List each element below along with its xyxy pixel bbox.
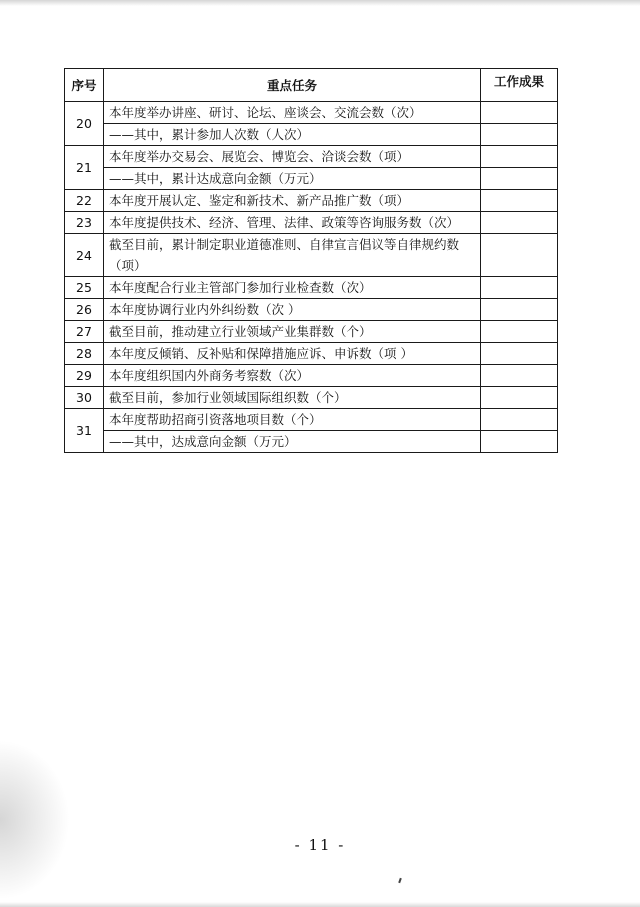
row-serial-number: 24 bbox=[65, 234, 104, 277]
header-serial-number: 序号 bbox=[65, 69, 104, 102]
row-serial-number: 23 bbox=[65, 212, 104, 234]
task-sub-item: ——其中，达成意向金额（万元） bbox=[104, 431, 481, 453]
task-description: 本年度配合行业主管部门参加行业检查数（次） bbox=[104, 277, 481, 299]
table-header-row bbox=[65, 69, 558, 102]
task-description: 本年度举办讲座、研讨、论坛、座谈会、交流会数（次） bbox=[104, 102, 481, 124]
row-serial-number: 22 bbox=[65, 190, 104, 212]
table-row bbox=[65, 387, 558, 409]
row-serial-number: 20 bbox=[65, 102, 104, 146]
work-result-cell[interactable] bbox=[481, 365, 558, 387]
table-row bbox=[65, 102, 558, 124]
work-result-cell[interactable] bbox=[481, 277, 558, 299]
work-result-cell[interactable] bbox=[481, 409, 558, 431]
task-sub-item: ——其中，累计参加人次数（人次） bbox=[104, 124, 481, 146]
page-number: - 11 - bbox=[294, 836, 346, 854]
task-sub-item: ——其中，累计达成意向金额（万元） bbox=[104, 168, 481, 190]
header-work-result: 工作成果 bbox=[481, 69, 558, 102]
page-top-edge bbox=[0, 0, 640, 6]
header-key-task: 重点任务 bbox=[104, 69, 481, 102]
row-serial-number: 25 bbox=[65, 277, 104, 299]
work-result-cell[interactable] bbox=[481, 321, 558, 343]
table-row bbox=[65, 431, 558, 453]
work-result-cell[interactable] bbox=[481, 431, 558, 453]
table-row bbox=[65, 168, 558, 190]
task-description: 本年度协调行业内外纠纷数（次 ） bbox=[104, 299, 481, 321]
work-result-cell[interactable] bbox=[481, 190, 558, 212]
table-row bbox=[65, 321, 558, 343]
work-result-cell[interactable] bbox=[481, 146, 558, 168]
work-result-cell[interactable] bbox=[481, 124, 558, 146]
work-result-cell[interactable] bbox=[481, 102, 558, 124]
table-row bbox=[65, 409, 558, 431]
task-description: 本年度反倾销、反补贴和保障措施应诉、申诉数（项 ） bbox=[104, 343, 481, 365]
task-description: 本年度提供技术、经济、管理、法律、政策等咨询服务数（次） bbox=[104, 212, 481, 234]
table-row bbox=[65, 365, 558, 387]
work-result-cell[interactable] bbox=[481, 387, 558, 409]
table-row bbox=[65, 146, 558, 168]
table-row bbox=[65, 124, 558, 146]
page-bottom-edge bbox=[0, 902, 640, 907]
row-serial-number: 30 bbox=[65, 387, 104, 409]
row-serial-number: 28 bbox=[65, 343, 104, 365]
work-result-cell[interactable] bbox=[481, 234, 558, 277]
task-description: 本年度帮助招商引资落地项目数（个） bbox=[104, 409, 481, 431]
table-row bbox=[65, 277, 558, 299]
table-row bbox=[65, 190, 558, 212]
task-description: 本年度开展认定、鉴定和新技术、新产品推广数（项） bbox=[104, 190, 481, 212]
table-body bbox=[65, 102, 558, 453]
task-description: 截至目前，累计制定职业道德准则、自律宣言倡议等自律规约数（项） bbox=[104, 234, 481, 277]
work-result-cell[interactable] bbox=[481, 168, 558, 190]
scan-shadow bbox=[0, 740, 70, 900]
row-serial-number: 26 bbox=[65, 299, 104, 321]
table-row bbox=[65, 212, 558, 234]
row-serial-number: 31 bbox=[65, 409, 104, 453]
table-row bbox=[65, 234, 558, 277]
scan-mark bbox=[398, 878, 402, 883]
row-serial-number: 29 bbox=[65, 365, 104, 387]
task-description: 截至目前，推动建立行业领域产业集群数（个） bbox=[104, 321, 481, 343]
table-row bbox=[65, 299, 558, 321]
work-result-cell[interactable] bbox=[481, 212, 558, 234]
row-serial-number: 27 bbox=[65, 321, 104, 343]
task-description: 本年度组织国内外商务考察数（次） bbox=[104, 365, 481, 387]
table-row bbox=[65, 343, 558, 365]
key-tasks-table bbox=[64, 68, 558, 453]
work-result-cell[interactable] bbox=[481, 343, 558, 365]
task-description: 本年度举办交易会、展览会、博览会、洽谈会数（项） bbox=[104, 146, 481, 168]
task-description: 截至目前，参加行业领域国际组织数（个） bbox=[104, 387, 481, 409]
work-result-cell[interactable] bbox=[481, 299, 558, 321]
row-serial-number: 21 bbox=[65, 146, 104, 190]
